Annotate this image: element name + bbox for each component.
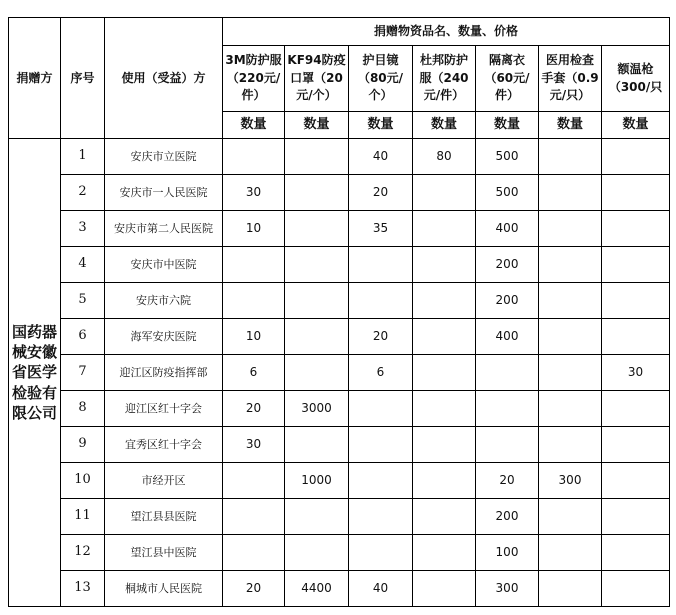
quantity-cell (285, 139, 349, 175)
quantity-cell: 300 (476, 571, 539, 607)
quantity-cell (223, 499, 285, 535)
recipient-header: 使用（受益）方 (105, 18, 223, 139)
table-row (9, 247, 670, 283)
quantity-cell (285, 319, 349, 355)
quantity-cell: 4400 (285, 571, 349, 607)
quantity-cell (602, 211, 670, 247)
table-row (9, 139, 670, 175)
quantity-cell (602, 571, 670, 607)
recipient-name: 望江县县医院 (105, 499, 223, 535)
quantity-cell (223, 535, 285, 571)
quantity-cell: 1000 (285, 463, 349, 499)
row-number: 5 (61, 283, 105, 319)
quantity-cell: 30 (223, 427, 285, 463)
quantity-cell (349, 391, 413, 427)
items-group-header: 捐赠物资品名、数量、价格 (223, 18, 670, 46)
quantity-cell: 400 (476, 211, 539, 247)
table-row (9, 535, 670, 571)
quantity-cell: 20 (349, 319, 413, 355)
item-header-kf94-mask: KF94防疫口罩（20元/个） (285, 46, 349, 112)
recipient-name: 桐城市人民医院 (105, 571, 223, 607)
unit-header: 数量 (539, 112, 602, 139)
row-number: 7 (61, 355, 105, 391)
quantity-cell (285, 535, 349, 571)
quantity-cell (539, 175, 602, 211)
quantity-cell: 400 (476, 319, 539, 355)
row-number: 1 (61, 139, 105, 175)
quantity-cell (349, 499, 413, 535)
quantity-cell (413, 247, 476, 283)
recipient-name: 迎江区红十字会 (105, 391, 223, 427)
table-row (9, 571, 670, 607)
recipient-name: 安庆市立医院 (105, 139, 223, 175)
quantity-cell (602, 535, 670, 571)
quantity-cell (223, 139, 285, 175)
row-number: 13 (61, 571, 105, 607)
quantity-cell (349, 463, 413, 499)
row-number: 6 (61, 319, 105, 355)
quantity-cell: 30 (223, 175, 285, 211)
quantity-cell: 200 (476, 499, 539, 535)
quantity-cell: 40 (349, 139, 413, 175)
quantity-cell (223, 463, 285, 499)
row-number: 8 (61, 391, 105, 427)
quantity-cell (349, 247, 413, 283)
quantity-cell: 10 (223, 319, 285, 355)
quantity-cell: 100 (476, 535, 539, 571)
item-header-goggles: 护目镜（80元/个） (349, 46, 413, 112)
quantity-cell: 40 (349, 571, 413, 607)
quantity-cell (413, 571, 476, 607)
quantity-cell (539, 571, 602, 607)
quantity-cell (539, 211, 602, 247)
quantity-cell (602, 499, 670, 535)
quantity-cell (285, 427, 349, 463)
quantity-cell (602, 247, 670, 283)
row-number: 9 (61, 427, 105, 463)
row-number: 2 (61, 175, 105, 211)
recipient-name: 迎江区防疫指挥部 (105, 355, 223, 391)
quantity-cell: 20 (476, 463, 539, 499)
quantity-cell: 35 (349, 211, 413, 247)
quantity-cell (413, 319, 476, 355)
recipient-name: 安庆市中医院 (105, 247, 223, 283)
quantity-cell (413, 463, 476, 499)
quantity-cell (349, 535, 413, 571)
table-row (9, 319, 670, 355)
quantity-cell: 200 (476, 283, 539, 319)
quantity-cell (539, 247, 602, 283)
quantity-cell (349, 283, 413, 319)
row-number: 12 (61, 535, 105, 571)
quantity-cell (223, 247, 285, 283)
quantity-cell (539, 355, 602, 391)
unit-header: 数量 (602, 112, 670, 139)
quantity-cell (413, 427, 476, 463)
quantity-cell (602, 139, 670, 175)
quantity-cell (539, 499, 602, 535)
item-header-dupont-suit: 杜邦防护服（240元/件） (413, 46, 476, 112)
unit-header: 数量 (413, 112, 476, 139)
quantity-cell (539, 139, 602, 175)
quantity-cell (602, 283, 670, 319)
unit-header: 数量 (223, 112, 285, 139)
donation-table (8, 17, 670, 607)
quantity-cell (285, 211, 349, 247)
quantity-cell: 30 (602, 355, 670, 391)
quantity-cell (349, 427, 413, 463)
quantity-cell (539, 535, 602, 571)
donor-header: 捐赠方 (9, 18, 61, 139)
quantity-cell (539, 319, 602, 355)
quantity-cell (413, 391, 476, 427)
quantity-cell: 500 (476, 139, 539, 175)
recipient-name: 安庆市六院 (105, 283, 223, 319)
quantity-cell (602, 463, 670, 499)
row-number: 3 (61, 211, 105, 247)
item-header-3m-suit: 3M防护服（220元/件） (223, 46, 285, 112)
donor-cell: 国药器械安徽省医学检验有限公司 (9, 139, 61, 607)
recipient-name: 市经开区 (105, 463, 223, 499)
quantity-cell (539, 283, 602, 319)
quantity-cell: 200 (476, 247, 539, 283)
table-row (9, 355, 670, 391)
unit-header: 数量 (349, 112, 413, 139)
quantity-cell: 6 (223, 355, 285, 391)
quantity-cell: 500 (476, 175, 539, 211)
row-number: 10 (61, 463, 105, 499)
quantity-cell (413, 355, 476, 391)
table-row (9, 463, 670, 499)
quantity-cell (285, 175, 349, 211)
unit-header: 数量 (285, 112, 349, 139)
table-row (9, 391, 670, 427)
quantity-cell: 10 (223, 211, 285, 247)
table-row (9, 499, 670, 535)
row-number: 11 (61, 499, 105, 535)
table-row (9, 175, 670, 211)
recipient-name: 望江县中医院 (105, 535, 223, 571)
recipient-name: 安庆市一人民医院 (105, 175, 223, 211)
quantity-cell (413, 535, 476, 571)
quantity-cell (602, 319, 670, 355)
quantity-cell: 80 (413, 139, 476, 175)
quantity-cell (602, 175, 670, 211)
quantity-cell: 3000 (285, 391, 349, 427)
quantity-cell: 20 (349, 175, 413, 211)
quantity-cell: 300 (539, 463, 602, 499)
quantity-cell (285, 283, 349, 319)
quantity-cell (413, 499, 476, 535)
quantity-cell (602, 391, 670, 427)
recipient-name: 海军安庆医院 (105, 319, 223, 355)
table-row (9, 211, 670, 247)
quantity-cell (476, 355, 539, 391)
quantity-cell (285, 355, 349, 391)
unit-header: 数量 (476, 112, 539, 139)
row-number: 4 (61, 247, 105, 283)
quantity-cell: 20 (223, 391, 285, 427)
no-header: 序号 (61, 18, 105, 139)
recipient-name: 宜秀区红十字会 (105, 427, 223, 463)
quantity-cell (285, 247, 349, 283)
item-header-isolation-gown: 隔离衣（60元/件） (476, 46, 539, 112)
quantity-cell (476, 391, 539, 427)
quantity-cell: 6 (349, 355, 413, 391)
quantity-cell (413, 211, 476, 247)
quantity-cell (476, 427, 539, 463)
quantity-cell (539, 391, 602, 427)
quantity-cell (413, 283, 476, 319)
quantity-cell (413, 175, 476, 211)
quantity-cell (223, 283, 285, 319)
item-header-thermometer: 额温枪（300/只 (602, 46, 670, 112)
quantity-cell (285, 499, 349, 535)
quantity-cell: 20 (223, 571, 285, 607)
item-header-gloves: 医用检查手套（0.9元/只） (539, 46, 602, 112)
table-row (9, 283, 670, 319)
quantity-cell (539, 427, 602, 463)
quantity-cell (602, 427, 670, 463)
table-row (9, 427, 670, 463)
recipient-name: 安庆市第二人民医院 (105, 211, 223, 247)
